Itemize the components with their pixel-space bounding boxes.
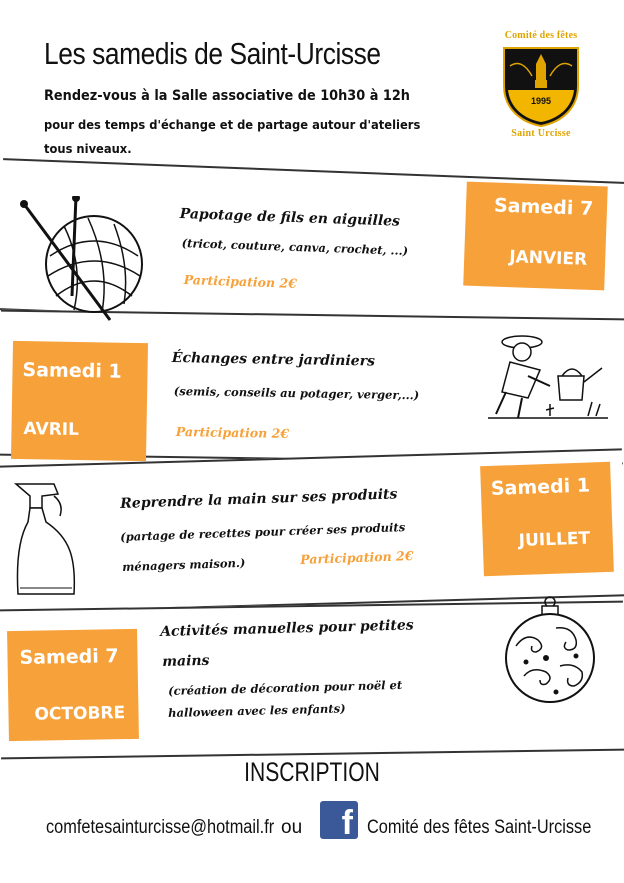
event-2-detail: (semis, conseils au potager, verger,...)	[173, 384, 420, 403]
event-4-date-box	[7, 629, 139, 741]
contact-email-link[interactable]: comfetesainturcisse@hotmail.fr	[46, 817, 275, 838]
gardener-watering-can-icon	[488, 330, 608, 427]
event-2-title: Échanges entre jardiniers	[171, 350, 376, 370]
comite-des-fetes-logo	[491, 30, 591, 140]
or-text: ou	[281, 817, 303, 838]
christmas-bauble-icon	[496, 596, 604, 711]
event-2-date-box	[11, 341, 148, 461]
event-3-detail-line-2: ménagers maison.)	[122, 555, 246, 574]
event-3-price: Participation 2€	[300, 548, 414, 567]
intro-line-2: pour des temps d'échange et de partage autour d'ateliers	[44, 117, 421, 132]
event-1-price: Participation 2€	[183, 272, 298, 291]
event-2-month: AVRIL	[23, 419, 80, 440]
event-4-title-line-2: mains	[162, 652, 210, 670]
event-4-day: Samedi 7	[19, 645, 119, 669]
intro-line-3: tous niveaux.	[44, 141, 132, 156]
logo-top-text: Comité des fêtes	[504, 30, 578, 41]
event-1-detail: (tricot, couture, canva, crochet, ...)	[181, 236, 409, 258]
spray-bottle-icon	[12, 478, 82, 603]
intro-line-1: Rendez-vous à la Salle associative de 10h30 à 12h	[44, 88, 410, 104]
event-4-title-line-1: Activités manuelles pour petites	[160, 617, 414, 640]
event-3-day: Samedi 1	[490, 474, 591, 500]
facebook-page-link[interactable]: Comité des fêtes Saint-Urcisse	[367, 817, 592, 838]
event-3-detail-line-1: (partage de recettes pour créer ses produits	[120, 520, 406, 544]
inscription-title: INSCRIPTION	[244, 757, 380, 787]
event-4-month: OCTOBRE	[34, 703, 126, 725]
logo-year: 1995	[530, 96, 552, 106]
event-3-date-box	[480, 462, 614, 576]
logo-bottom-text: Saint Urcisse	[511, 128, 571, 139]
page-title: Les samedis de Saint-Urcisse	[44, 36, 381, 71]
event-4-detail-line-2: halloween avec les enfants)	[168, 701, 346, 720]
yarn-ball-knitting-needles-icon	[14, 196, 154, 331]
event-3-title: Reprendre la main sur ses produits	[120, 486, 398, 512]
event-2-day: Samedi 1	[22, 359, 122, 383]
event-1-date-box	[463, 182, 608, 291]
event-1-month: JANVIER	[508, 247, 588, 270]
logo-shield-icon	[502, 46, 580, 128]
event-1-day: Samedi 7	[493, 194, 594, 220]
event-1-title: Papotage de fils en aiguilles	[179, 206, 401, 230]
event-4-detail-line-1: (création de décoration pour noël et	[168, 677, 403, 698]
event-3-month: JUILLET	[518, 528, 591, 551]
event-2-price: Participation 2€	[175, 424, 290, 441]
facebook-icon[interactable]: f	[320, 801, 358, 839]
